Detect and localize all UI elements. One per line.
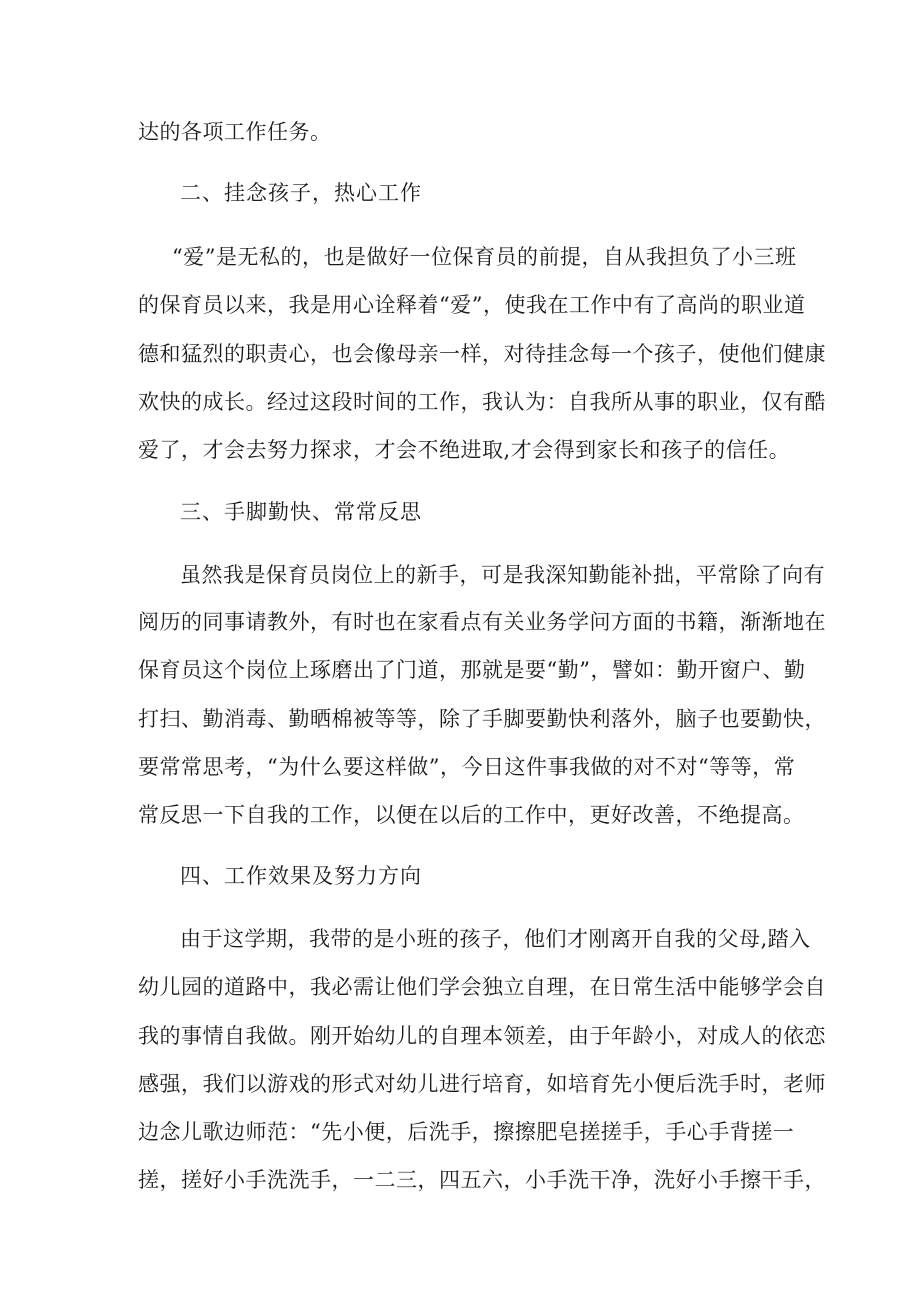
paragraph-line: 的保育员以来，我是用心诠释着“爱”，使我在工作中有了高尚的职业道 [138, 293, 806, 317]
paragraph-line: 德和猛烈的职责心，也会像母亲一样，对待挂念每一个孩子，使他们健康 [138, 342, 826, 366]
section-heading-4: 四、工作效果及努力方向 [180, 864, 422, 888]
section-heading-2: 二、挂念孩子，热心工作 [180, 181, 422, 205]
paragraph-line: 搓，搓好小手洗洗手，一二三，四五六，小手洗干净，洗好小手擦干手， [138, 1168, 826, 1192]
paragraph-line: 由于这学期，我带的是小班的孩子，他们才刚离开自我的父母,踏入 [180, 927, 811, 951]
paragraph-line: 要常常思考，“为什么要这样做”，今日这件事我做的对不对“等等，常 [138, 755, 796, 779]
paragraph-line: 感强，我们以游戏的形式对幼儿进行培育，如培育先小便后洗手时，老师 [138, 1072, 826, 1096]
paragraph-line: 我的事情自我做。刚开始幼儿的自理本领差，由于年龄小，对成人的依恋 [138, 1024, 826, 1048]
paragraph-line: 爱了，才会去努力探求，才会不绝进取,才会得到家长和孩子的信任。 [138, 438, 791, 462]
paragraph-line: 欢快的成长。经过这段时间的工作，我认为：自我所从事的职业，仅有酷 [138, 390, 826, 414]
section-heading-3: 三、手脚勤快、常常反思 [180, 500, 422, 524]
paragraph-line: 虽然我是保育员岗位上的新手，可是我深知勤能补拙，平常除了向有 [180, 563, 825, 587]
paragraph-line: 打扫、勤消毒、勤晒棉被等等，除了手脚要勤快利落外，脑子也要勤快， [138, 707, 826, 731]
paragraph-line: 常反思一下自我的工作，以便在以后的工作中，更好改善，不绝提高。 [138, 803, 805, 827]
paragraph-line: 保育员这个岗位上琢磨出了门道，那就是要“勤”，譬如：勤开窗户、勤 [138, 658, 806, 682]
paragraph-line: “爱”是无私的，也是做好一位保育员的前提，自从我担负了小三班 [172, 245, 797, 269]
paragraph-line: 达的各项工作任务。 [138, 120, 332, 144]
paragraph-line: 边念儿歌边师范：“先小便，后洗手，擦擦肥皂搓搓手，手心手背搓一 [138, 1120, 795, 1144]
paragraph-line: 阅历的同事请教外，有时也在家看点有关业务学问方面的书籍，渐渐地在 [138, 610, 826, 634]
paragraph-line: 幼儿园的道路中，我必需让他们学会独立自理，在日常生活中能够学会自 [138, 975, 826, 999]
